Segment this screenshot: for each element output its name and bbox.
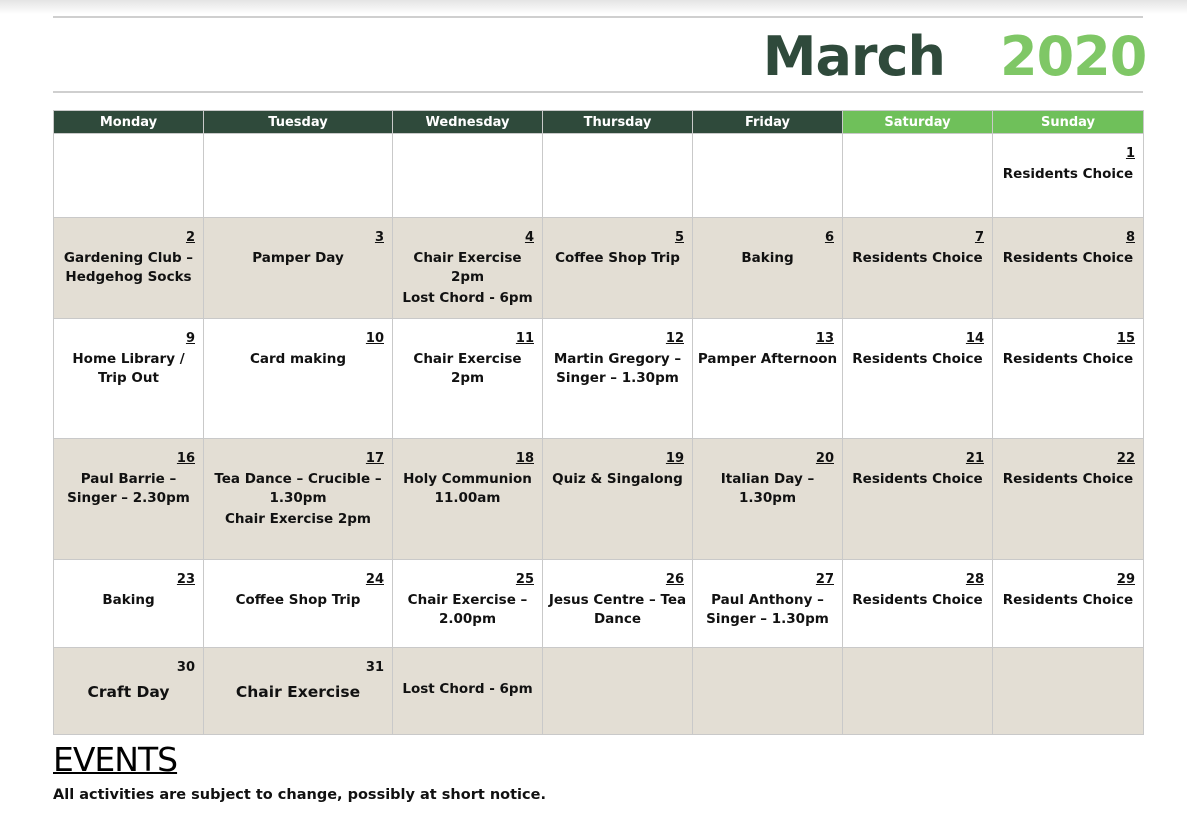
event-text: Chair Exercise 2pm <box>413 351 522 386</box>
event-text: Residents Choice <box>1002 166 1134 182</box>
day-number: 12 <box>665 331 684 346</box>
event-text: Baking <box>741 250 794 266</box>
day-cell <box>843 134 993 218</box>
event-text: Paul Barrie – Singer – 2.30pm <box>67 471 190 506</box>
day-cell <box>993 439 1144 560</box>
day-number: 2 <box>185 230 195 245</box>
day-cell <box>54 218 204 319</box>
event-text: Lost Chord - 6pm <box>402 290 533 306</box>
day-cell <box>543 439 693 560</box>
day-cell <box>393 560 543 648</box>
event-text: Chair Exercise – 2.00pm <box>407 592 528 627</box>
event-text: Holy Communion 11.00am <box>403 471 532 506</box>
day-cell <box>204 218 393 319</box>
day-number: 25 <box>515 572 534 587</box>
week-row-1 <box>54 134 1144 218</box>
change-notice: All activities are subject to change, possibly at short notice. <box>53 787 546 803</box>
day-cell <box>843 560 993 648</box>
day-number: 14 <box>965 331 984 346</box>
event-text: Coffee Shop Trip <box>555 250 680 266</box>
event-text: Pamper Afternoon <box>697 351 838 367</box>
day-number: 1 <box>1125 146 1135 161</box>
day-cell <box>693 319 843 439</box>
day-cell <box>393 319 543 439</box>
event-text: Tea Dance – Crucible – 1.30pm <box>214 471 382 506</box>
day-cell <box>393 648 543 735</box>
day-cell <box>693 439 843 560</box>
day-number: 8 <box>1125 230 1135 245</box>
day-number: 4 <box>524 230 534 245</box>
day-cell <box>54 439 204 560</box>
weekday-header-row <box>54 111 1144 134</box>
day-cell <box>54 134 204 218</box>
week-row-2 <box>54 218 1144 319</box>
day-cell <box>843 319 993 439</box>
day-number: 11 <box>515 331 534 346</box>
day-cell <box>204 134 393 218</box>
event-text: Italian Day – 1.30pm <box>720 471 815 506</box>
day-cell <box>54 560 204 648</box>
event-text: Card making <box>249 351 347 367</box>
day-cell <box>393 134 543 218</box>
day-cell <box>993 319 1144 439</box>
event-text: Martin Gregory – Singer – 1.30pm <box>553 351 682 386</box>
event-text: Residents Choice <box>1002 471 1134 487</box>
day-number: 26 <box>665 572 684 587</box>
week-row-6 <box>54 648 1144 735</box>
day-number: 29 <box>1116 572 1135 587</box>
week-row-4 <box>54 439 1144 560</box>
events-heading: EVENTS <box>53 740 178 779</box>
day-number: 27 <box>815 572 834 587</box>
month-title: March <box>762 25 945 88</box>
day-number: 20 <box>815 451 834 466</box>
day-number: 6 <box>824 230 834 245</box>
weekday-sunday: Sunday <box>993 111 1144 134</box>
day-number: 23 <box>176 572 195 587</box>
weekday-monday: Monday <box>54 111 204 134</box>
day-cell <box>543 218 693 319</box>
day-cell <box>693 218 843 319</box>
day-cell <box>843 218 993 319</box>
day-cell <box>693 134 843 218</box>
day-cell <box>204 560 393 648</box>
day-cell <box>993 218 1144 319</box>
event-text: Residents Choice <box>852 250 983 266</box>
day-cell <box>543 319 693 439</box>
day-cell <box>543 560 693 648</box>
week-row-3 <box>54 319 1144 439</box>
day-number: 21 <box>965 451 984 466</box>
day-number: 3 <box>374 230 384 245</box>
top-shadow <box>0 0 1187 14</box>
event-text: Pamper Day <box>252 250 344 266</box>
top-rule <box>53 16 1143 18</box>
day-number: 13 <box>815 331 834 346</box>
day-number: 22 <box>1116 451 1135 466</box>
weekday-thursday: Thursday <box>543 111 693 134</box>
event-text: Quiz & Singalong <box>552 471 683 487</box>
day-cell <box>693 560 843 648</box>
day-cell <box>393 439 543 560</box>
event-text: Craft Day <box>87 683 170 701</box>
day-cell <box>693 648 843 735</box>
event-text: Jesus Centre – Tea Dance <box>548 592 687 627</box>
day-number: 10 <box>365 331 384 346</box>
year-title: 2020 <box>1000 25 1147 88</box>
day-cell <box>993 134 1144 218</box>
day-cell <box>204 648 393 735</box>
calendar-grid <box>53 110 1144 735</box>
day-cell <box>543 648 693 735</box>
day-cell <box>993 560 1144 648</box>
day-cell <box>204 319 393 439</box>
event-text: Home Library / Trip Out <box>72 351 185 386</box>
week-row-5 <box>54 560 1144 648</box>
day-number: 31 <box>365 660 384 675</box>
day-cell <box>54 648 204 735</box>
day-cell <box>543 134 693 218</box>
event-text: Residents Choice <box>852 592 983 608</box>
day-number: 7 <box>974 230 984 245</box>
day-number: 24 <box>365 572 384 587</box>
day-number: 5 <box>674 230 684 245</box>
day-number: 18 <box>515 451 534 466</box>
day-number: 30 <box>176 660 195 675</box>
event-text: Baking <box>102 592 155 608</box>
weekday-friday: Friday <box>693 111 843 134</box>
event-text: Residents Choice <box>1002 351 1134 367</box>
day-cell <box>393 218 543 319</box>
day-cell <box>54 319 204 439</box>
event-text: Chair Exercise 2pm <box>413 250 522 285</box>
event-text: Chair Exercise 2pm <box>224 511 371 527</box>
event-text: Chair Exercise <box>235 683 361 701</box>
day-cell <box>993 648 1144 735</box>
event-text: Residents Choice <box>852 351 983 367</box>
weekday-saturday: Saturday <box>843 111 993 134</box>
event-text: Coffee Shop Trip <box>235 592 361 608</box>
day-number: 16 <box>176 451 195 466</box>
day-cell <box>204 439 393 560</box>
day-number: 9 <box>185 331 195 346</box>
weekday-tuesday: Tuesday <box>204 111 393 134</box>
day-number: 17 <box>365 451 384 466</box>
event-text: Paul Anthony – Singer – 1.30pm <box>706 592 829 627</box>
event-text: Gardening Club – Hedgehog Socks <box>63 250 194 285</box>
event-text: Residents Choice <box>1002 592 1134 608</box>
event-text: Residents Choice <box>852 471 983 487</box>
day-cell <box>843 439 993 560</box>
event-text: Lost Chord - 6pm <box>402 681 533 697</box>
day-number: 15 <box>1116 331 1135 346</box>
header-rule <box>53 91 1143 93</box>
day-number: 28 <box>965 572 984 587</box>
day-number: 19 <box>665 451 684 466</box>
event-text: Residents Choice <box>1002 250 1134 266</box>
weekday-wednesday: Wednesday <box>393 111 543 134</box>
day-cell <box>843 648 993 735</box>
